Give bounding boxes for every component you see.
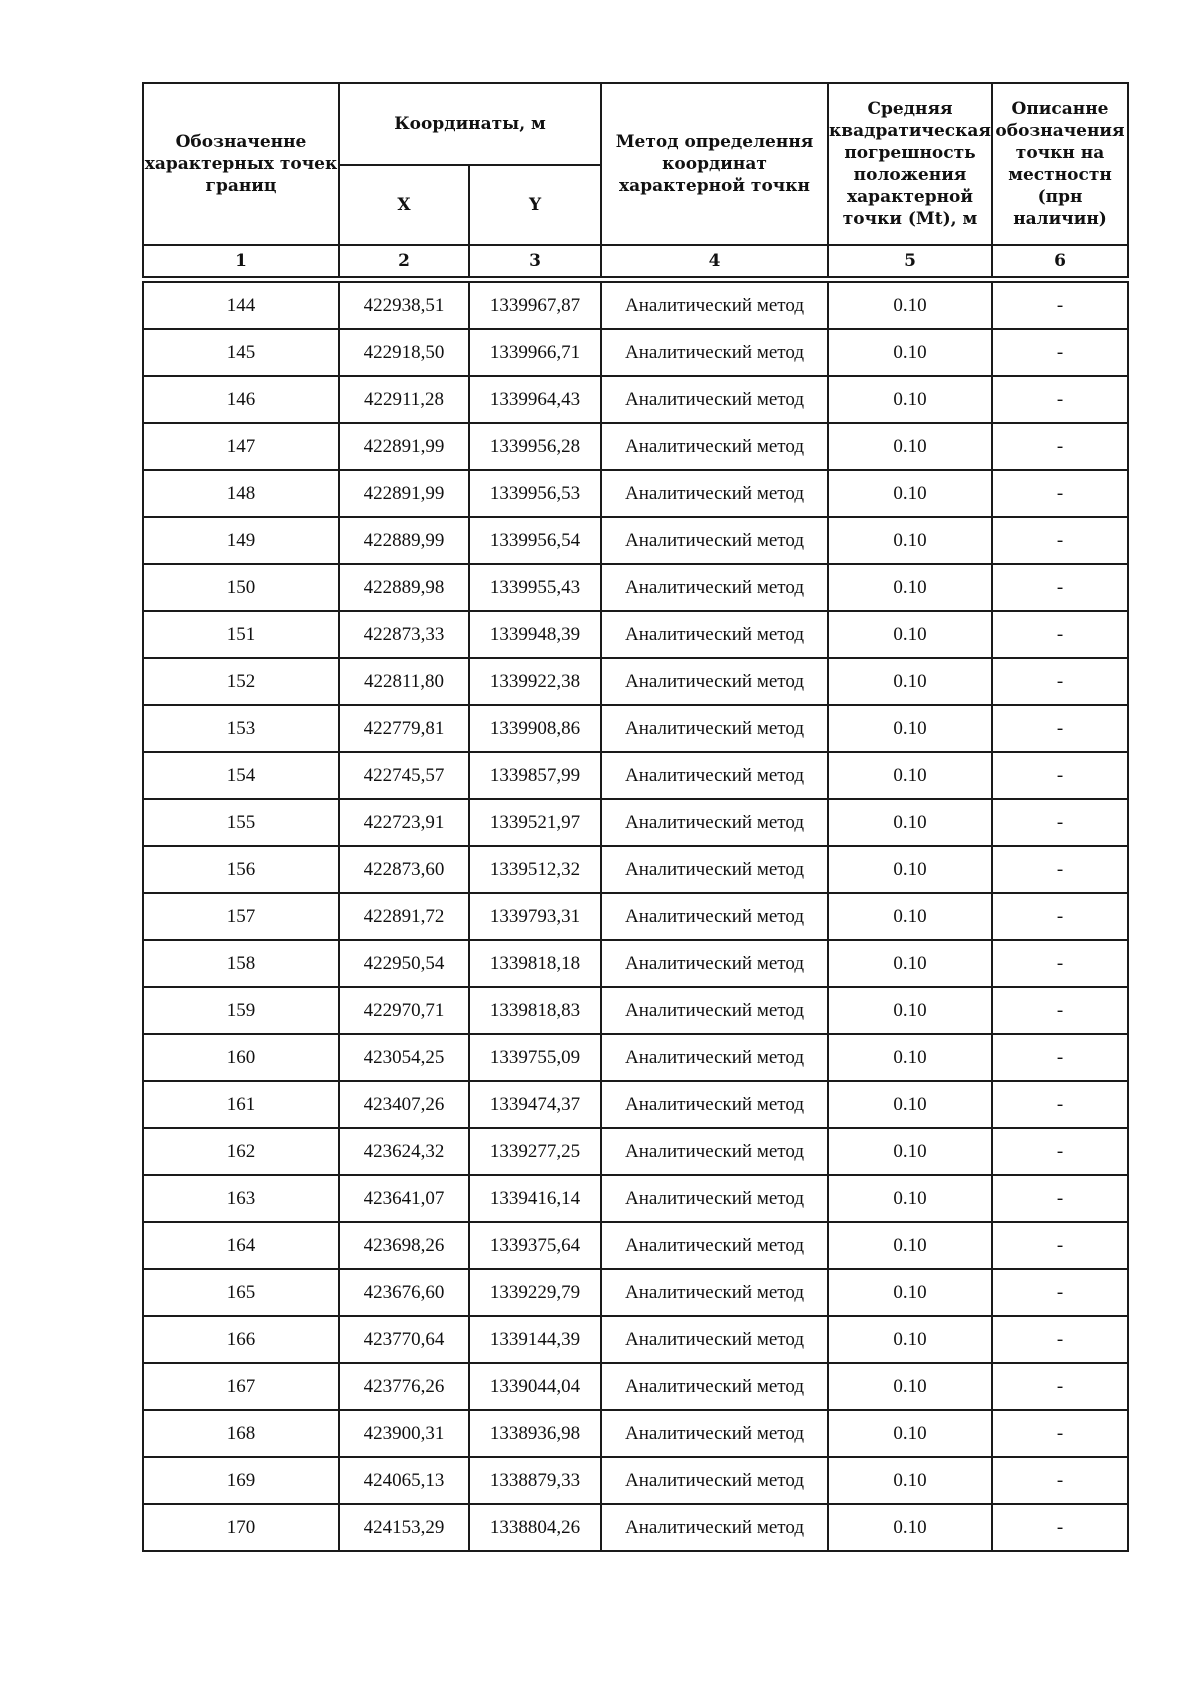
point-id-cell: 145	[143, 329, 339, 376]
mean-error-cell: 0.10	[828, 423, 992, 470]
mean-error-cell: 0.10	[828, 1363, 992, 1410]
x-coordinate-cell: 423407,26	[339, 1081, 469, 1128]
description-cell: -	[992, 564, 1128, 611]
header-num-3: 3	[469, 245, 601, 277]
table-row	[143, 1034, 1128, 1081]
description-cell: -	[992, 1222, 1128, 1269]
y-coordinate-cell: 1339818,18	[469, 940, 601, 987]
point-id-cell: 149	[143, 517, 339, 564]
table-row	[143, 1457, 1128, 1504]
method-cell: Аналитический метод	[601, 1081, 828, 1128]
x-coordinate-cell: 424065,13	[339, 1457, 469, 1504]
method-cell: Аналитический метод	[601, 893, 828, 940]
header-method: Метод определення координат характерной точкн	[601, 83, 828, 245]
description-cell: -	[992, 282, 1128, 329]
description-cell: -	[992, 1410, 1128, 1457]
x-coordinate-cell: 422723,91	[339, 799, 469, 846]
point-id-cell: 164	[143, 1222, 339, 1269]
y-coordinate-cell: 1339967,87	[469, 282, 601, 329]
x-coordinate-cell: 422889,98	[339, 564, 469, 611]
point-id-cell: 163	[143, 1175, 339, 1222]
header-point-designation: Обозначенне характерных точек границ	[143, 83, 339, 245]
point-id-cell: 154	[143, 752, 339, 799]
mean-error-cell: 0.10	[828, 1081, 992, 1128]
y-coordinate-cell: 1339956,54	[469, 517, 601, 564]
point-id-cell: 166	[143, 1316, 339, 1363]
point-id-cell: 150	[143, 564, 339, 611]
method-cell: Аналитический метод	[601, 376, 828, 423]
x-coordinate-cell: 423624,32	[339, 1128, 469, 1175]
mean-error-cell: 0.10	[828, 611, 992, 658]
y-coordinate-cell: 1339908,86	[469, 705, 601, 752]
x-coordinate-cell: 422950,54	[339, 940, 469, 987]
y-coordinate-cell: 1339955,43	[469, 564, 601, 611]
point-id-cell: 170	[143, 1504, 339, 1551]
x-coordinate-cell: 422891,72	[339, 893, 469, 940]
x-coordinate-cell: 423900,31	[339, 1410, 469, 1457]
mean-error-cell: 0.10	[828, 329, 992, 376]
y-coordinate-cell: 1338879,33	[469, 1457, 601, 1504]
x-coordinate-cell: 422889,99	[339, 517, 469, 564]
description-cell: -	[992, 376, 1128, 423]
mean-error-cell: 0.10	[828, 1269, 992, 1316]
x-coordinate-cell: 423054,25	[339, 1034, 469, 1081]
x-coordinate-cell: 422779,81	[339, 705, 469, 752]
description-cell: -	[992, 329, 1128, 376]
description-cell: -	[992, 1081, 1128, 1128]
y-coordinate-cell: 1339948,39	[469, 611, 601, 658]
method-cell: Аналитический метод	[601, 752, 828, 799]
point-id-cell: 159	[143, 987, 339, 1034]
description-cell: -	[992, 658, 1128, 705]
table-row	[143, 1410, 1128, 1457]
method-cell: Аналитический метод	[601, 1269, 828, 1316]
method-cell: Аналитический метод	[601, 517, 828, 564]
point-id-cell: 147	[143, 423, 339, 470]
mean-error-cell: 0.10	[828, 564, 992, 611]
method-cell: Аналитический метод	[601, 282, 828, 329]
table-row	[143, 893, 1128, 940]
header-description: Описанне обозначения точкн на местностн (прн наличин)	[992, 83, 1128, 245]
table-row	[143, 282, 1128, 329]
y-coordinate-cell: 1339964,43	[469, 376, 601, 423]
x-coordinate-cell: 423641,07	[339, 1175, 469, 1222]
method-cell: Аналитический метод	[601, 1175, 828, 1222]
coordinates-table	[142, 82, 1129, 1552]
mean-error-cell: 0.10	[828, 1175, 992, 1222]
y-coordinate-cell: 1339512,32	[469, 846, 601, 893]
description-cell: -	[992, 1175, 1128, 1222]
y-coordinate-cell: 1339966,71	[469, 329, 601, 376]
header-num-1: 1	[143, 245, 339, 277]
description-cell: -	[992, 1269, 1128, 1316]
mean-error-cell: 0.10	[828, 1222, 992, 1269]
table-row	[143, 846, 1128, 893]
mean-error-cell: 0.10	[828, 1410, 992, 1457]
y-coordinate-cell: 1339922,38	[469, 658, 601, 705]
y-coordinate-cell: 1339044,04	[469, 1363, 601, 1410]
method-cell: Аналитический метод	[601, 799, 828, 846]
x-coordinate-cell: 423698,26	[339, 1222, 469, 1269]
description-cell: -	[992, 611, 1128, 658]
description-cell: -	[992, 940, 1128, 987]
x-coordinate-cell: 422873,33	[339, 611, 469, 658]
method-cell: Аналитический метод	[601, 1457, 828, 1504]
description-cell: -	[992, 1504, 1128, 1551]
point-id-cell: 158	[143, 940, 339, 987]
description-cell: -	[992, 1363, 1128, 1410]
x-coordinate-cell: 422873,60	[339, 846, 469, 893]
method-cell: Аналитический метод	[601, 658, 828, 705]
description-cell: -	[992, 1128, 1128, 1175]
mean-error-cell: 0.10	[828, 376, 992, 423]
mean-error-cell: 0.10	[828, 658, 992, 705]
y-coordinate-cell: 1338936,98	[469, 1410, 601, 1457]
method-cell: Аналитический метод	[601, 987, 828, 1034]
point-id-cell: 161	[143, 1081, 339, 1128]
x-coordinate-cell: 423676,60	[339, 1269, 469, 1316]
header-num-4: 4	[601, 245, 828, 277]
y-coordinate-cell: 1339416,14	[469, 1175, 601, 1222]
y-coordinate-cell: 1339474,37	[469, 1081, 601, 1128]
x-coordinate-cell: 423770,64	[339, 1316, 469, 1363]
mean-error-cell: 0.10	[828, 1457, 992, 1504]
table-row	[143, 517, 1128, 564]
description-cell: -	[992, 1034, 1128, 1081]
description-cell: -	[992, 987, 1128, 1034]
table-row	[143, 1175, 1128, 1222]
y-coordinate-cell: 1339793,31	[469, 893, 601, 940]
x-coordinate-cell: 422938,51	[339, 282, 469, 329]
table-row	[143, 799, 1128, 846]
method-cell: Аналитический метод	[601, 1504, 828, 1551]
method-cell: Аналитический метод	[601, 940, 828, 987]
header-num-5: 5	[828, 245, 992, 277]
y-coordinate-cell: 1339818,83	[469, 987, 601, 1034]
mean-error-cell: 0.10	[828, 940, 992, 987]
description-cell: -	[992, 846, 1128, 893]
mean-error-cell: 0.10	[828, 1504, 992, 1551]
point-id-cell: 162	[143, 1128, 339, 1175]
method-cell: Аналитический метод	[601, 1410, 828, 1457]
method-cell: Аналитический метод	[601, 846, 828, 893]
table-row	[143, 752, 1128, 799]
method-cell: Аналитический метод	[601, 1128, 828, 1175]
method-cell: Аналитический метод	[601, 1316, 828, 1363]
y-coordinate-cell: 1339956,53	[469, 470, 601, 517]
y-coordinate-cell: 1339375,64	[469, 1222, 601, 1269]
y-coordinate-cell: 1339956,28	[469, 423, 601, 470]
coordinates-table-wrapper	[142, 82, 1127, 1552]
mean-error-cell: 0.10	[828, 705, 992, 752]
mean-error-cell: 0.10	[828, 987, 992, 1034]
point-id-cell: 165	[143, 1269, 339, 1316]
mean-error-cell: 0.10	[828, 1034, 992, 1081]
y-coordinate-cell: 1339521,97	[469, 799, 601, 846]
description-cell: -	[992, 893, 1128, 940]
table-row	[143, 1316, 1128, 1363]
description-cell: -	[992, 1457, 1128, 1504]
point-id-cell: 152	[143, 658, 339, 705]
x-coordinate-cell: 422891,99	[339, 470, 469, 517]
description-cell: -	[992, 470, 1128, 517]
description-cell: -	[992, 705, 1128, 752]
table-row	[143, 1504, 1128, 1551]
point-id-cell: 156	[143, 846, 339, 893]
description-cell: -	[992, 517, 1128, 564]
x-coordinate-cell: 424153,29	[339, 1504, 469, 1551]
mean-error-cell: 0.10	[828, 752, 992, 799]
description-cell: -	[992, 752, 1128, 799]
x-coordinate-cell: 422911,28	[339, 376, 469, 423]
point-id-cell: 168	[143, 1410, 339, 1457]
x-coordinate-cell: 422811,80	[339, 658, 469, 705]
table-body	[143, 282, 1128, 1551]
method-cell: Аналитический метод	[601, 611, 828, 658]
method-cell: Аналитический метод	[601, 329, 828, 376]
description-cell: -	[992, 799, 1128, 846]
mean-error-cell: 0.10	[828, 470, 992, 517]
header-x: X	[339, 165, 469, 245]
point-id-cell: 153	[143, 705, 339, 752]
point-id-cell: 160	[143, 1034, 339, 1081]
mean-error-cell: 0.10	[828, 846, 992, 893]
method-cell: Аналитический метод	[601, 564, 828, 611]
point-id-cell: 146	[143, 376, 339, 423]
method-cell: Аналитический метод	[601, 423, 828, 470]
table-row	[143, 1081, 1128, 1128]
y-coordinate-cell: 1339277,25	[469, 1128, 601, 1175]
table-row	[143, 1363, 1128, 1410]
method-cell: Аналитический метод	[601, 470, 828, 517]
y-coordinate-cell: 1339755,09	[469, 1034, 601, 1081]
table-header	[143, 83, 1128, 282]
table-row	[143, 1128, 1128, 1175]
mean-error-cell: 0.10	[828, 893, 992, 940]
y-coordinate-cell: 1339857,99	[469, 752, 601, 799]
point-id-cell: 169	[143, 1457, 339, 1504]
method-cell: Аналитический метод	[601, 1222, 828, 1269]
header-y: Y	[469, 165, 601, 245]
description-cell: -	[992, 423, 1128, 470]
header-coordinates: Координаты, м	[339, 83, 601, 165]
table-row	[143, 1269, 1128, 1316]
mean-error-cell: 0.10	[828, 1316, 992, 1363]
header-num-2: 2	[339, 245, 469, 277]
table-row	[143, 611, 1128, 658]
point-id-cell: 151	[143, 611, 339, 658]
y-coordinate-cell: 1339229,79	[469, 1269, 601, 1316]
header-mean-error: Средняя квадратическая погрешность положения характерной точки (Mt), м	[828, 83, 992, 245]
table-row	[143, 376, 1128, 423]
mean-error-cell: 0.10	[828, 1128, 992, 1175]
method-cell: Аналитический метод	[601, 1034, 828, 1081]
table-row	[143, 658, 1128, 705]
table-row	[143, 564, 1128, 611]
mean-error-cell: 0.10	[828, 282, 992, 329]
mean-error-cell: 0.10	[828, 799, 992, 846]
x-coordinate-cell: 422970,71	[339, 987, 469, 1034]
point-id-cell: 144	[143, 282, 339, 329]
method-cell: Аналитический метод	[601, 705, 828, 752]
table-row	[143, 987, 1128, 1034]
point-id-cell: 148	[143, 470, 339, 517]
mean-error-cell: 0.10	[828, 517, 992, 564]
header-num-6: 6	[992, 245, 1128, 277]
table-row	[143, 940, 1128, 987]
method-cell: Аналитический метод	[601, 1363, 828, 1410]
table-row	[143, 705, 1128, 752]
x-coordinate-cell: 422918,50	[339, 329, 469, 376]
y-coordinate-cell: 1339144,39	[469, 1316, 601, 1363]
x-coordinate-cell: 422891,99	[339, 423, 469, 470]
table-row	[143, 1222, 1128, 1269]
y-coordinate-cell: 1338804,26	[469, 1504, 601, 1551]
x-coordinate-cell: 423776,26	[339, 1363, 469, 1410]
table-row	[143, 423, 1128, 470]
point-id-cell: 155	[143, 799, 339, 846]
table-row	[143, 329, 1128, 376]
x-coordinate-cell: 422745,57	[339, 752, 469, 799]
table-row	[143, 470, 1128, 517]
point-id-cell: 157	[143, 893, 339, 940]
point-id-cell: 167	[143, 1363, 339, 1410]
description-cell: -	[992, 1316, 1128, 1363]
